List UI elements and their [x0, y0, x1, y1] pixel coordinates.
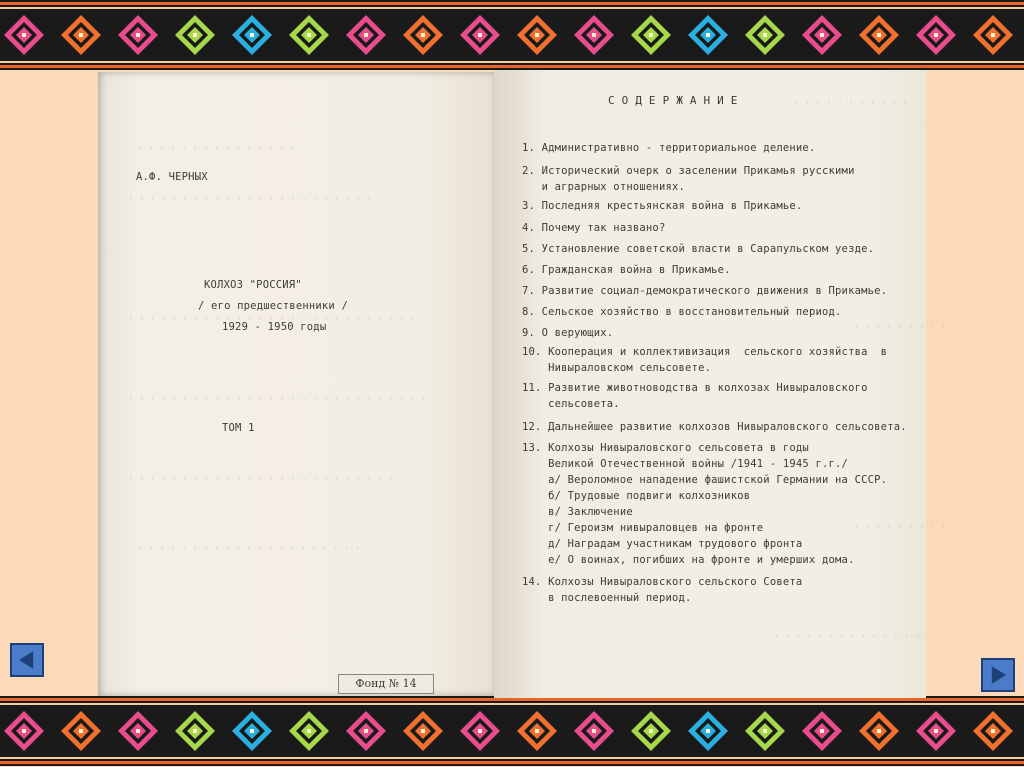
contents-item: 13. Колхозы Нивыраловского сельсовета в годы: [522, 442, 809, 454]
contents-item: б/ Трудовые подвиги колхозников: [522, 490, 751, 502]
contents-heading: С О Д Е Р Ж А Н И Е: [608, 94, 738, 107]
contents-item: 1. Административно - территориальное деление.: [522, 142, 816, 154]
contents-item: и аграрных отношениях.: [522, 181, 686, 193]
ornament-motif: [629, 13, 673, 57]
title-page: . . . . . . . . . . . . . . . . . . . . . . . . . . . . . . . . . . . . . . . . . . . . . . . . . . . . . . . . . . . . . . . . . . . . . . . . . . . . . . . . . . . . . . . . . . . . . . . . . . . . . . . . . . . . . . . . . . . . . . . . . . . . . . . . . . . . . . . . . . . А.Ф. ЧЕРНЫХ КОЛХОЗ "РОССИЯ" / его предшественники / 1929 - 1950 годы ТОМ 1: [98, 72, 494, 696]
ornament-motif: [2, 13, 46, 57]
contents-item: в послевоенный период.: [522, 592, 692, 604]
ornament-motif: [914, 13, 958, 57]
ornament-motif: [230, 13, 274, 57]
contents-item: 2. Исторический очерк о заселении Прикамья русскими: [522, 165, 855, 177]
ornament-motif: [800, 709, 844, 753]
ornament-motif: [287, 13, 331, 57]
contents-page: . . . . . . . . . . . . . . . . . . . . . . . . . . . . . . . . . . . . . . . . . . . С О Д Е Р Ж А Н И Е 1. Административно - территориальное деление. 2. Исторический очерк о заселении Прикамья русскими и аграрных отношениях. 3. Последняя крестьянская война в Прикамье. 4. Почему так названо? 5. Установление советской власти в Сарапульском уезде. 6. Гражданская война в Прикамье. 7. Развитие социал-демократического движения в Прикамье. 8. Сельское хозяйство в восстановительный период. 9. О верующих. 10. Кооперация и коллективизация сельского хозяйства в Нивыраловском сельсовете. 11. Развитие животноводства в колхозах Нивыраловского сельсовета. 12. Дальнейшее развитие колхозов Нивыраловского сельсовета. 13. Колхозы Нивыраловского сельсовета в годы Великой Отечественной войны /1941 - 1945 г.г./ а/ Вероломное нападение фашистской Германии на СССР. б/ Трудовые подвиги колхозников в/ Заключение г/ Героизм нивыраловцев на фронте д/ Наградам участникам трудового фронта е/ О воинах, погибших на фронте и умерших дома. 14. Колхозы Нивыраловского сельского Совета в послевоенный период.: [494, 70, 926, 698]
ornament-motif: [743, 13, 787, 57]
ornament-motif: [2, 709, 46, 753]
ornament-motif: [116, 709, 160, 753]
ornament-motif: [173, 13, 217, 57]
ornament-motif: [344, 13, 388, 57]
ornament-motif: [401, 709, 445, 753]
ornament-motif: [59, 709, 103, 753]
archive-stamp: Фонд № 14: [338, 674, 434, 694]
contents-item: сельсовета.: [522, 398, 620, 410]
ornament-motif: [287, 709, 331, 753]
author-name: А.Ф. ЧЕРНЫХ: [136, 171, 208, 183]
contents-item: в/ Заключение: [522, 506, 633, 518]
ornament-motif: [230, 709, 274, 753]
ornament-motif: [971, 709, 1015, 753]
contents-item: г/ Героизм нивыраловцев на фронте: [522, 522, 764, 534]
contents-item: 11. Развитие животноводства в колхозах Нивыраловского: [522, 382, 868, 394]
contents-item: 8. Сельское хозяйство в восстановительный период.: [522, 306, 842, 318]
contents-item: 4. Почему так названо?: [522, 222, 666, 234]
ornament-motif: [857, 709, 901, 753]
book-subtitle: / его предшественники /: [198, 300, 348, 312]
contents-item: д/ Наградам участникам трудового фронта: [522, 538, 803, 550]
ornament-motif: [572, 13, 616, 57]
ornament-motif: [458, 13, 502, 57]
ornament-motif: [686, 13, 730, 57]
contents-item: Нивыраловском сельсовете.: [522, 362, 712, 374]
contents-item: 9. О верующих.: [522, 327, 614, 339]
volume-label: ТОМ 1: [222, 422, 255, 434]
ornament-motif: [914, 709, 958, 753]
contents-item: е/ О воинах, погибших на фронте и умерших дома.: [522, 554, 855, 566]
ornament-motif: [401, 13, 445, 57]
contents-item: 14. Колхозы Нивыраловского сельского Совета: [522, 576, 803, 588]
ornament-motif: [515, 709, 559, 753]
contents-item: 3. Последняя крестьянская война в Прикамье.: [522, 200, 803, 212]
arrow-right-icon: [983, 660, 1013, 690]
ornament-motif: [116, 13, 160, 57]
ornament-motif: [344, 709, 388, 753]
contents-item: 12. Дальнейшее развитие колхозов Нивыраловского сельсовета.: [522, 421, 907, 433]
ornament-motif: [971, 13, 1015, 57]
ornament-motif: [458, 709, 502, 753]
contents-item: а/ Вероломное нападение фашистской Германии на СССР.: [522, 474, 888, 486]
previous-slide-button[interactable]: [10, 643, 44, 677]
contents-item: 6. Гражданская война в Прикамье.: [522, 264, 731, 276]
contents-item: 10. Кооперация и коллективизация сельского хозяйства в: [522, 346, 888, 358]
ornament-motif: [572, 709, 616, 753]
ornament-motif: [173, 709, 217, 753]
book-title: КОЛХОЗ "РОССИЯ": [204, 279, 302, 291]
ornament-motif: [515, 13, 559, 57]
ornament-motif: [59, 13, 103, 57]
contents-item: Великой Отечественной войны /1941 - 1945 г.г./: [522, 458, 849, 470]
ornament-motif: [800, 13, 844, 57]
arrow-left-icon: [12, 645, 42, 675]
bottom-ornament-border: [0, 696, 1024, 766]
top-ornament-border: [0, 0, 1024, 70]
ornament-motif: [629, 709, 673, 753]
ornament-motif: [686, 709, 730, 753]
contents-item: 5. Установление советской власти в Сарапульском уезде.: [522, 243, 875, 255]
book-years: 1929 - 1950 годы: [222, 321, 327, 333]
next-slide-button[interactable]: [981, 658, 1015, 692]
contents-item: 7. Развитие социал-демократического движения в Прикамье.: [522, 285, 888, 297]
ornament-motif: [857, 13, 901, 57]
ornament-motif: [743, 709, 787, 753]
